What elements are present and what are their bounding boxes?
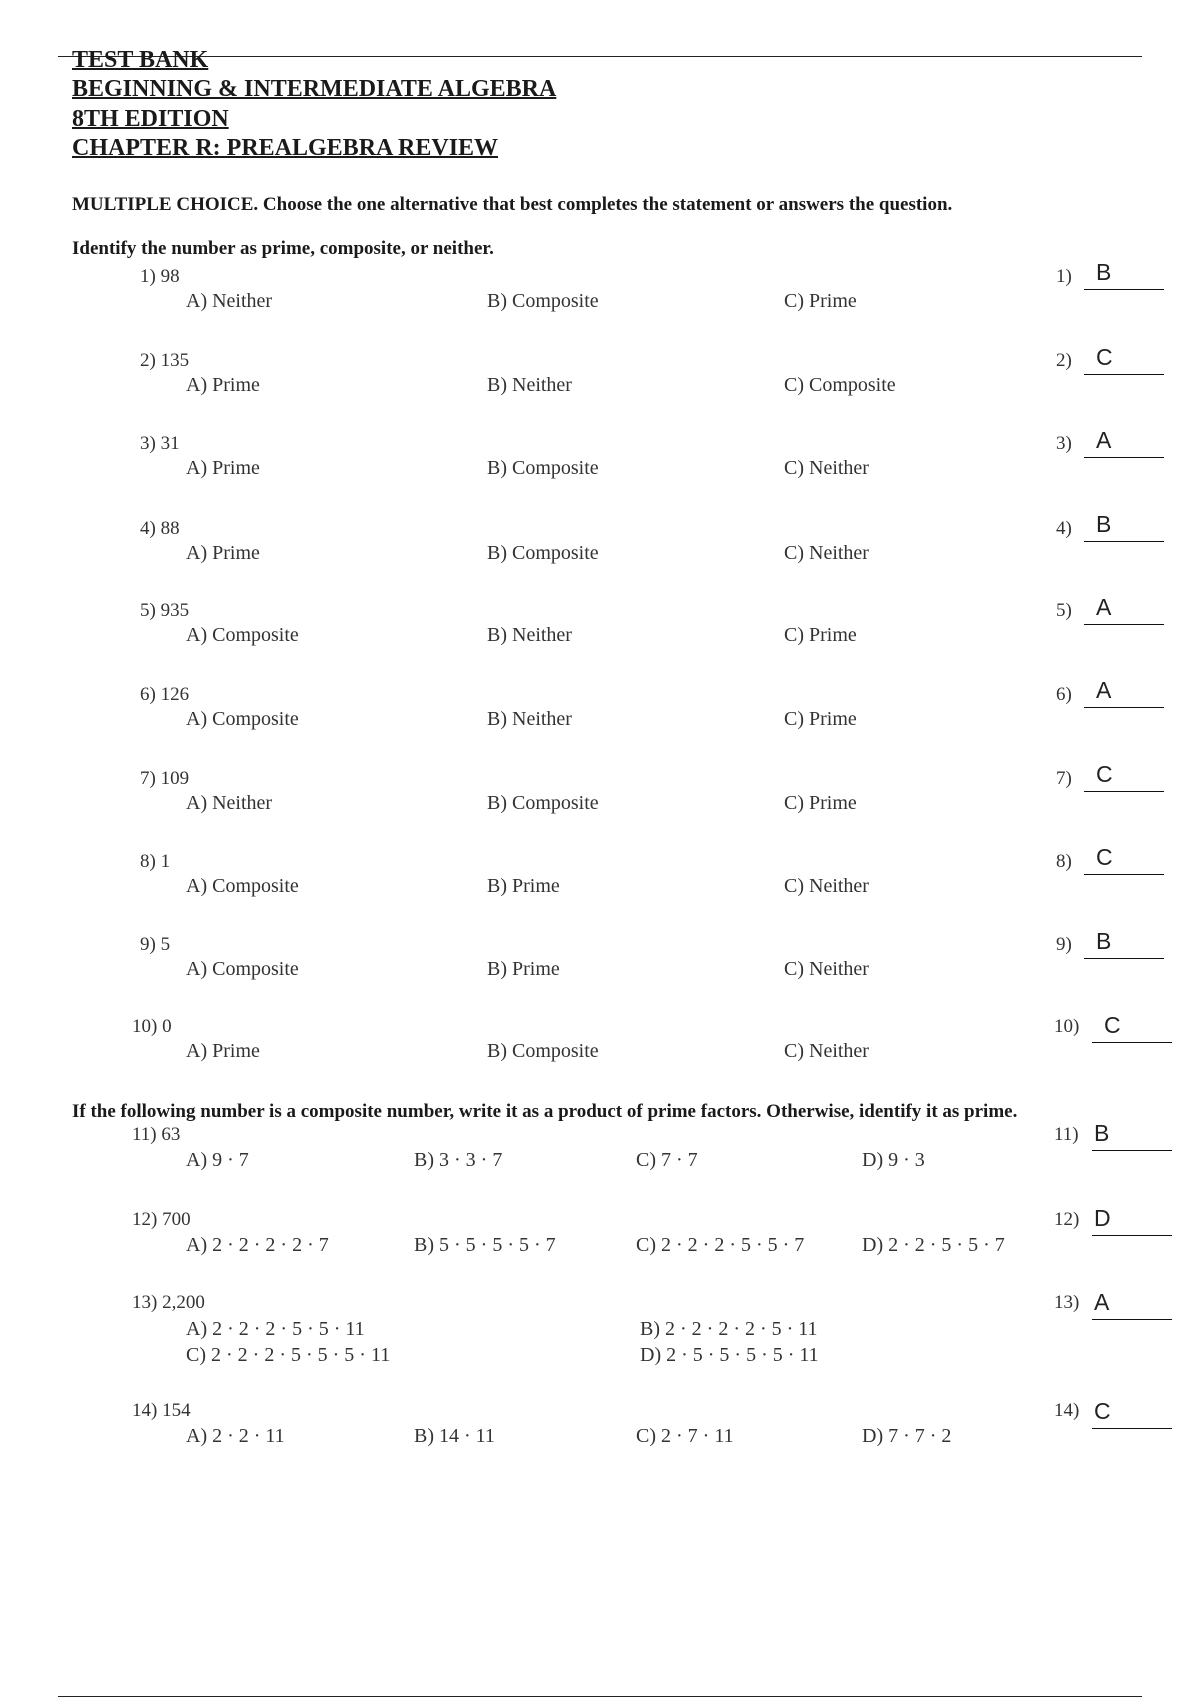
answer-option[interactable]: B) Prime bbox=[487, 875, 560, 897]
answer-key-label: 1) bbox=[1056, 266, 1072, 287]
question-number: 14) 154 bbox=[132, 1400, 191, 1421]
answer-option[interactable]: C) Neither bbox=[784, 875, 869, 897]
answer-option[interactable]: C) Neither bbox=[784, 542, 869, 564]
answer-key-label: 10) bbox=[1054, 1016, 1080, 1037]
answer-key-label: 2) bbox=[1056, 350, 1072, 371]
answer-option[interactable]: B) 14 · 11 bbox=[414, 1425, 495, 1447]
answer-blank-line bbox=[1084, 791, 1164, 792]
answer-key-label: 8) bbox=[1056, 851, 1072, 872]
answer-option[interactable]: B) Prime bbox=[487, 958, 560, 980]
group1-instruction: Identify the number as prime, composite, or neither. bbox=[72, 238, 494, 259]
answer-option[interactable]: B) Composite bbox=[487, 457, 599, 479]
answer-key-label: 3) bbox=[1056, 433, 1072, 454]
top-rule bbox=[58, 56, 1142, 57]
question-number: 9) 5 bbox=[140, 934, 171, 955]
answer-blank-line bbox=[1084, 374, 1164, 375]
answer-key-label: 5) bbox=[1056, 600, 1072, 621]
answer-option[interactable]: C) 2 · 2 · 2 · 5 · 5 · 5 · 11 bbox=[186, 1344, 391, 1366]
answer-key-value: A bbox=[1096, 677, 1112, 703]
question-number: 1) 98 bbox=[140, 266, 180, 287]
answer-option[interactable]: D) 2 · 5 · 5 · 5 · 5 · 11 bbox=[640, 1344, 819, 1366]
answer-option[interactable]: C) Neither bbox=[784, 958, 869, 980]
answer-key-value: C bbox=[1096, 844, 1113, 870]
question-number: 8) 1 bbox=[140, 851, 171, 872]
answer-option[interactable]: B) Neither bbox=[487, 624, 572, 646]
bottom-rule bbox=[58, 1696, 1142, 1697]
answer-key-label: 11) bbox=[1054, 1124, 1079, 1145]
answer-key-label: 4) bbox=[1056, 518, 1072, 539]
answer-key-value: C bbox=[1096, 344, 1113, 370]
answer-key-value: A bbox=[1094, 1289, 1110, 1315]
answer-option[interactable]: A) Prime bbox=[186, 457, 260, 479]
answer-option[interactable]: C) Prime bbox=[784, 708, 857, 730]
answer-option[interactable]: B) 2 · 2 · 2 · 2 · 5 · 11 bbox=[640, 1318, 818, 1340]
answer-option[interactable]: C) Neither bbox=[784, 457, 869, 479]
question-number: 12) 700 bbox=[132, 1209, 191, 1230]
header-edition: 8TH EDITION bbox=[72, 106, 229, 132]
answer-blank-line bbox=[1092, 1428, 1172, 1429]
answer-option[interactable]: C) Prime bbox=[784, 792, 857, 814]
answer-option[interactable]: D) 7 · 7 · 2 bbox=[862, 1425, 952, 1447]
answer-option[interactable]: B) Composite bbox=[487, 542, 599, 564]
question-number: 7) 109 bbox=[140, 768, 190, 789]
answer-option[interactable]: C) 2 · 7 · 11 bbox=[636, 1425, 734, 1447]
answer-blank-line bbox=[1084, 289, 1164, 290]
answer-key-value: C bbox=[1096, 761, 1113, 787]
answer-key-value: C bbox=[1094, 1398, 1111, 1424]
answer-option[interactable]: D) 9 · 3 bbox=[862, 1149, 925, 1171]
answer-option[interactable]: B) Composite bbox=[487, 792, 599, 814]
header-course-title: BEGINNING & INTERMEDIATE ALGEBRA bbox=[72, 76, 557, 102]
answer-blank-line bbox=[1092, 1235, 1172, 1236]
answer-option[interactable]: A) 2 · 2 · 2 · 5 · 5 · 11 bbox=[186, 1318, 365, 1340]
question-number: 6) 126 bbox=[140, 684, 190, 705]
answer-option[interactable]: D) 2 · 2 · 5 · 5 · 7 bbox=[862, 1234, 1005, 1256]
answer-option[interactable]: A) Neither bbox=[186, 792, 273, 814]
answer-option[interactable]: A) 9 · 7 bbox=[186, 1149, 249, 1171]
answer-key-value: B bbox=[1096, 928, 1112, 954]
question-number: 5) 935 bbox=[140, 600, 190, 621]
answer-key-value: D bbox=[1094, 1205, 1111, 1231]
answer-blank-line bbox=[1084, 624, 1164, 625]
answer-option[interactable]: C) 7 · 7 bbox=[636, 1149, 698, 1171]
answer-option[interactable]: B) 3 · 3 · 7 bbox=[414, 1149, 503, 1171]
answer-option[interactable]: B) Composite bbox=[487, 290, 599, 312]
answer-option[interactable]: A) Prime bbox=[186, 1040, 260, 1062]
question-number: 2) 135 bbox=[140, 350, 190, 371]
answer-option[interactable]: A) Composite bbox=[186, 958, 299, 980]
answer-option[interactable]: B) 5 · 5 · 5 · 5 · 7 bbox=[414, 1234, 556, 1256]
group2-instruction: If the following number is a composite number, write it as a product of prime factors. Otherwise, identify it as prime. bbox=[72, 1101, 1018, 1122]
answer-key-label: 6) bbox=[1056, 684, 1072, 705]
answer-blank-line bbox=[1092, 1319, 1172, 1320]
answer-option[interactable]: B) Neither bbox=[487, 374, 572, 396]
answer-blank-line bbox=[1084, 541, 1164, 542]
question-number: 13) 2,200 bbox=[132, 1292, 205, 1313]
answer-key-label: 9) bbox=[1056, 934, 1072, 955]
answer-option[interactable]: B) Composite bbox=[487, 1040, 599, 1062]
answer-blank-line bbox=[1092, 1150, 1172, 1151]
answer-option[interactable]: C) Neither bbox=[784, 1040, 869, 1062]
answer-blank-line bbox=[1084, 958, 1164, 959]
answer-option[interactable]: A) Composite bbox=[186, 875, 299, 897]
answer-key-label: 13) bbox=[1054, 1292, 1080, 1313]
answer-key-label: 14) bbox=[1054, 1400, 1080, 1421]
answer-option[interactable]: A) Composite bbox=[186, 624, 299, 646]
answer-option[interactable]: A) Neither bbox=[186, 290, 273, 312]
answer-option[interactable]: A) 2 · 2 · 11 bbox=[186, 1425, 285, 1447]
answer-key-value: B bbox=[1096, 259, 1112, 285]
answer-option[interactable]: B) Neither bbox=[487, 708, 572, 730]
answer-option[interactable]: C) 2 · 2 · 2 · 5 · 5 · 7 bbox=[636, 1234, 805, 1256]
answer-key-label: 12) bbox=[1054, 1209, 1080, 1230]
section-title: MULTIPLE CHOICE. Choose the one alternative that best completes the statement or answers the question. bbox=[72, 194, 953, 215]
answer-option[interactable]: C) Prime bbox=[784, 624, 857, 646]
answer-key-value: B bbox=[1094, 1120, 1110, 1146]
answer-blank-line bbox=[1084, 874, 1164, 875]
answer-key-label: 7) bbox=[1056, 768, 1072, 789]
answer-option[interactable]: A) Composite bbox=[186, 708, 299, 730]
answer-option[interactable]: C) Composite bbox=[784, 374, 896, 396]
header-chapter: CHAPTER R: PREALGEBRA REVIEW bbox=[72, 135, 499, 161]
answer-blank-line bbox=[1084, 457, 1164, 458]
answer-option[interactable]: A) Prime bbox=[186, 542, 260, 564]
answer-key-value: A bbox=[1096, 427, 1112, 453]
answer-option[interactable]: C) Prime bbox=[784, 290, 857, 312]
answer-key-value: A bbox=[1096, 594, 1112, 620]
answer-option[interactable]: A) Prime bbox=[186, 374, 260, 396]
answer-option[interactable]: A) 2 · 2 · 2 · 2 · 7 bbox=[186, 1234, 329, 1256]
answer-key-value: B bbox=[1096, 511, 1112, 537]
question-number: 11) 63 bbox=[132, 1124, 181, 1145]
answer-key-value: C bbox=[1104, 1012, 1121, 1038]
header-test-bank: TEST BANK bbox=[72, 47, 209, 73]
question-number: 3) 31 bbox=[140, 433, 180, 454]
question-number: 4) 88 bbox=[140, 518, 180, 539]
answer-blank-line bbox=[1084, 707, 1164, 708]
question-number: 10) 0 bbox=[132, 1016, 172, 1037]
answer-blank-line bbox=[1092, 1042, 1172, 1043]
